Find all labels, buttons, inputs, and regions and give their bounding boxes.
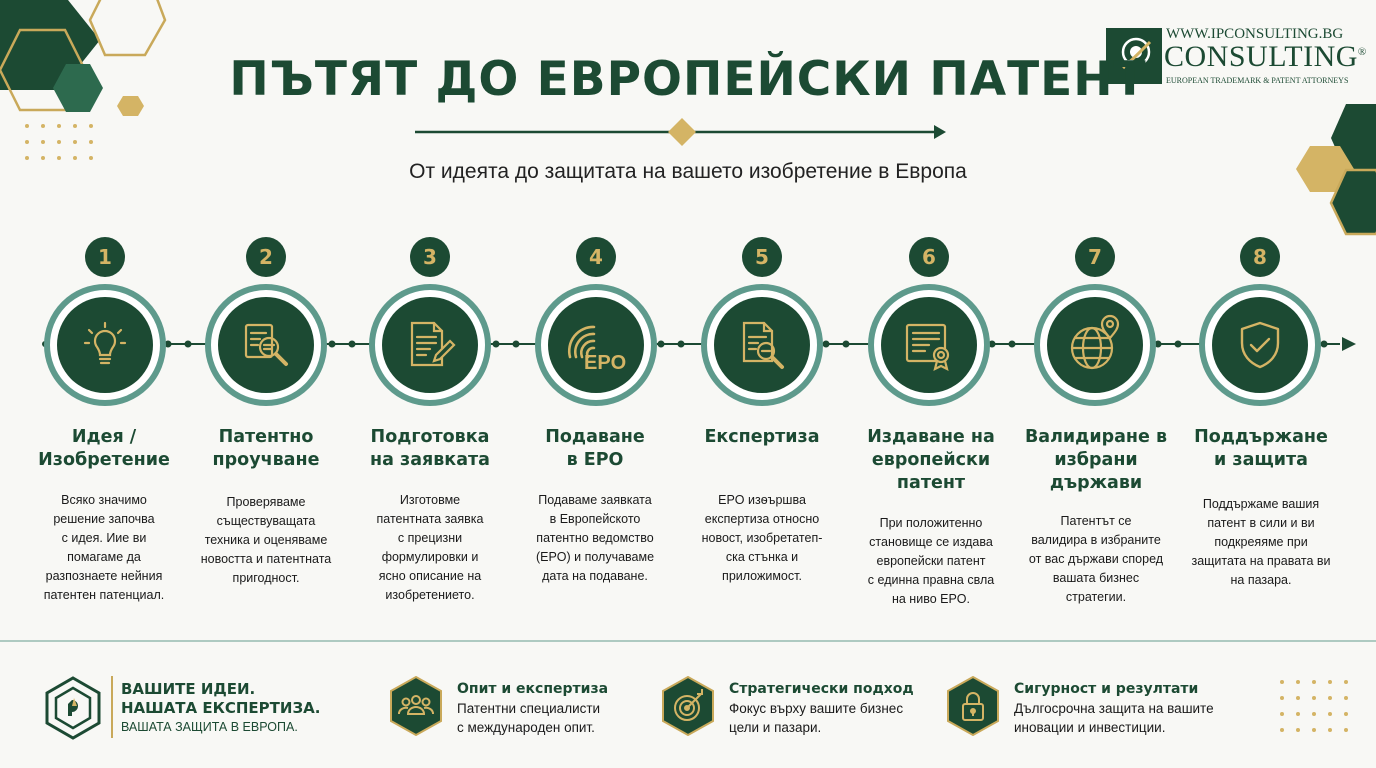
feature-text: Фокус върху вашите бизнес цели и пазари. [729, 701, 904, 735]
step-title: Подаване в EPO [545, 427, 645, 470]
step-description: Поддържаме вашия патент в сили и ви подкреяяме при защитата на правата ви на пазара. [1191, 497, 1331, 587]
step-number: 7 [1075, 237, 1115, 277]
footer-tagline: ВАШИТЕ ИДЕИ. НАШАТА ЕКСПЕРТИЗА. [121, 680, 321, 717]
step-description: Проверяваме съществуващата техника и оценяваме новостта и патентната пригодност. [200, 495, 332, 585]
logo-tagline: EUROPEAN TRADEMARK & PATENT ATTORNEYS [1166, 76, 1349, 85]
globe-pin-icon [1064, 314, 1126, 376]
step-number: 4 [576, 237, 616, 277]
section-divider [0, 640, 1376, 642]
step-description: EPO изѳършва експертиза относно новост, изобретатеп- ска стънка и приложимост. [701, 493, 823, 583]
step-number: 5 [742, 237, 782, 277]
people-icon [389, 676, 443, 736]
feature-title: Стратегически подход [729, 681, 914, 697]
epo-icon [560, 313, 632, 377]
logo-url[interactable]: WWW.IPCONSULTING.BG [1166, 26, 1344, 42]
page-subtitle: От идеята до защитата на вашето изобретение в Европа [409, 160, 967, 183]
shield-check-icon [1232, 317, 1288, 373]
step-title: Идея / Изобретение [38, 427, 170, 470]
step-description: При положитенно становище се издава европейски патент с единна правна свла на ниво EPO. [867, 516, 995, 606]
brand-divider [111, 676, 113, 738]
decorative-dots-bottom-right [1276, 676, 1356, 746]
lock-icon [946, 676, 1000, 736]
step-icon-circle [369, 284, 491, 406]
examination-icon [732, 315, 792, 375]
document-edit-icon [400, 315, 460, 375]
step-title: Валидиране в избрани държави [1024, 427, 1168, 493]
lightbulb-icon [77, 317, 133, 373]
step-icon-circle [535, 284, 657, 406]
step-icon-circle [868, 284, 990, 406]
step-icon-circle [1034, 284, 1156, 406]
feature-title: Сигурност и резултати [1014, 681, 1199, 697]
certificate-icon [899, 315, 959, 375]
step-title: Експертиза [704, 427, 820, 447]
step-number: 1 [85, 237, 125, 277]
brand-hexagon-icon [44, 676, 102, 740]
step-title: Патентно проучване [212, 427, 320, 470]
feature-text: Патентни специалисти с международен опит. [457, 701, 601, 735]
step-description: Подаваме заявката в Европейското патентно ведомство (EPO) и получаваме дата на подаване. [535, 493, 655, 583]
step-icon-circle [44, 284, 166, 406]
target-icon [661, 676, 715, 736]
step-icon-circle [1199, 284, 1321, 406]
step-description: Изготовме патентната заявка с прецизни формулировки и ясно описание на изобретението. [376, 493, 484, 602]
step-description: Патентът се валидира в избраните от вас държави според вашата бизнес стратегии. [1028, 514, 1164, 604]
step-title: Издаване на европейски патент [867, 427, 995, 493]
page-title: ПЪТЯТ ДО ЕВРОПЕЙСКИ ПАТЕНТ [229, 52, 1147, 107]
feature-title: Опит и експертиза [457, 681, 609, 697]
step-icon-circle [205, 284, 327, 406]
step-number: 8 [1240, 237, 1280, 277]
step-title: Подготовка на заявката [370, 427, 490, 470]
step-number: 6 [909, 237, 949, 277]
patent-search-icon [236, 315, 296, 375]
svg-text:EPO: EPO [584, 352, 627, 374]
title-arrow-divider [412, 116, 964, 150]
step-number: 3 [410, 237, 450, 277]
step-description: Всяко значимо решение започва с идея. Иие ви помагаме да разпознаете нейния патентен патенциал. [43, 493, 165, 602]
step-number: 2 [246, 237, 286, 277]
step-icon-circle [701, 284, 823, 406]
footer-tagline-sub: ВАШАТА ЗАЩИТА В ЕВРОПА. [121, 720, 298, 734]
step-title: Поддържане и защита [1194, 427, 1328, 470]
feature-text: Дългосрочна защита на вашите иновации и инвестиции. [1014, 701, 1214, 735]
logo-name: CONSULTING® [1164, 40, 1367, 73]
